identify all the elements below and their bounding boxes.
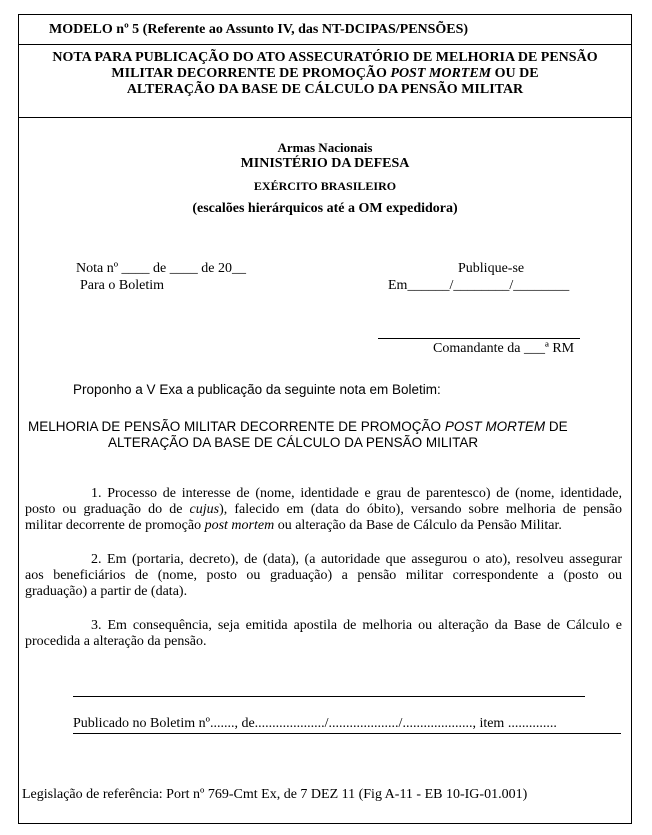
title-line-2-b: OU DE xyxy=(491,66,539,81)
model-header-row xyxy=(19,15,631,45)
paragraph-1-line-3-italic: post mortem xyxy=(204,518,275,533)
paragraph-1-line-3-b: ou alteração da Base de Cálculo da Pensão Militar. xyxy=(274,518,562,533)
subject-line-2: ALTERAÇÃO DA BASE DE CÁLCULO DA PENSÃO MILITAR xyxy=(108,435,479,450)
published-underline xyxy=(73,733,621,734)
publish-date: Em______/________/________ xyxy=(388,278,570,293)
proposal-text: Proponho a V Exa a publicação da seguinte nota em Boletim: xyxy=(73,382,441,397)
org-line-4: (escalões hierárquicos até a OM expedidora) xyxy=(192,201,458,216)
title-line-1: NOTA PARA PUBLICAÇÃO DO ATO ASSECURATÓRIO DE MELHORIA DE PENSÃO xyxy=(52,50,598,65)
boletim-label: Para o Boletim xyxy=(80,278,164,293)
org-line-2: MINISTÉRIO DA DEFESA xyxy=(240,156,410,171)
paragraph-2-line-1: 2. Em (portaria, decreto), de (data), (a autoridade que assegurou o ato), resolveu assegurar xyxy=(91,552,622,567)
paragraph-2-line-2: aos beneficiários de (nome, posto ou graduação) a pensão militar correspondente a (posto ou xyxy=(25,568,622,583)
paragraph-1-line-3-a: militar decorrente de promoção xyxy=(25,518,205,533)
subject-line-1-italic: POST MORTEM xyxy=(444,419,546,434)
model-label: MODELO nº 5 (Referente ao Assunto IV, das NT-DCIPAS/PENSÕES) xyxy=(49,22,469,37)
title-line-2 xyxy=(19,66,631,82)
title-line-2-italic: POST MORTEM xyxy=(390,66,492,81)
subject-line-1-a: MELHORIA DE PENSÃO MILITAR DECORRENTE DE PROMOÇÃO xyxy=(28,419,445,434)
paragraph-1-line-2-italic: cujus xyxy=(189,502,220,517)
paragraph-1-line-2-b: ), falecido em (data do óbito), versando sobre melhoria de pensão xyxy=(219,502,622,517)
note-number: Nota nº ____ de ____ de 20__ xyxy=(76,261,246,276)
paragraph-1-line-2 xyxy=(25,501,622,518)
paragraph-3-line-1: 3. Em consequência, seja emitida apostila de melhoria ou alteração da Base de Cálculo e xyxy=(91,618,622,633)
paragraph-1-line-3 xyxy=(25,517,622,534)
comandante-label: Comandante da ___ª RM xyxy=(433,341,575,356)
subject-line-1 xyxy=(28,419,568,434)
title-line-2-a: MILITAR DECORRENTE DE PROMOÇÃO xyxy=(111,66,391,81)
separator-line xyxy=(73,696,585,697)
legislation-reference: Legislação de referência: Port nº 769-Cmt Ex, de 7 DEZ 11 (Fig A-11 - EB 10-IG-01.001) xyxy=(22,787,528,802)
publique-se: Publique-se xyxy=(458,261,525,276)
subject-line-1-b: DE xyxy=(545,419,568,434)
published-in-boletim: Publicado no Boletim nº......., de..................../..................../...................., item .............. xyxy=(73,716,557,731)
title-line-3: ALTERAÇÃO DA BASE DE CÁLCULO DA PENSÃO MILITAR xyxy=(126,82,524,97)
signature-line xyxy=(378,338,580,339)
title-block xyxy=(19,45,631,118)
paragraph-1-line-1: 1. Processo de interesse de (nome, identidade e grau de parentesco) de (nome, identidade, xyxy=(91,486,622,501)
org-line-3: EXÉRCITO BRASILEIRO xyxy=(253,179,397,193)
paragraph-1-line-2-a: posto ou graduação do de xyxy=(25,502,190,517)
paragraph-3-line-2: procedida a alteração da pensão. xyxy=(25,634,207,649)
org-line-1: Armas Nacionais xyxy=(277,140,373,155)
paragraph-2-line-3: graduação) a partir de (data). xyxy=(25,584,188,599)
